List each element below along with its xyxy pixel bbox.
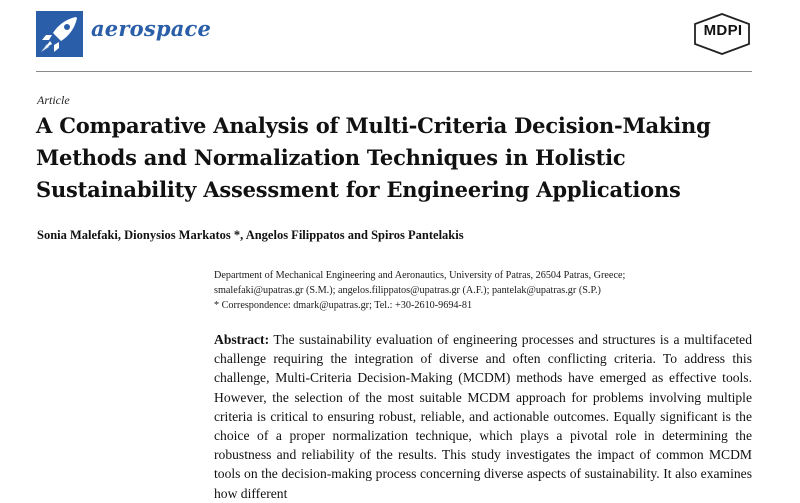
publisher-logo-text[interactable]: MDPI [703,22,743,39]
journal-header [0,0,800,80]
affiliation-line: Department of Mechanical Engineering and Aeronautics, University of Patras, 26504 Patras, Greece; [214,270,626,281]
rocket-icon [36,11,83,57]
affiliations [214,268,774,313]
article-title: A Comparative Analysis of Multi-Criteria Decision-Making Methods and Normalization Techniques in Holistic Sustainability Assessment for Engineering Applications [36,113,711,202]
abstract-label: Abstract: [214,332,270,347]
affiliation-emails: smalefaki@upatras.gr (S.M.); angelos.filippatos@upatras.gr (A.F.); pantelak@upatras.gr (S.P.) [214,285,601,296]
header-divider [36,71,752,72]
journal-name[interactable]: aerospace [91,16,212,41]
journal-logo[interactable] [36,11,83,57]
correspondence-line: * Correspondence: dmark@upatras.gr; Tel.: +30-2610-9694-81 [214,300,473,311]
author-list: Sonia Malefaki, Dionysios Markatos *, Angelos Filippatos and Spiros Pantelakis [37,228,464,242]
abstract-text: The sustainability evaluation of engineering processes and structures is a multifaceted challenge requiring the integration of diverse and often conflicting criteria. To address this challenge, Multi-Criteria Decision-Making (MCDM) methods have emerged as effective tools. However, the selection of the most suitable MCDM approach for problems involving multiple criteria is critical to ensuring robust, reliable, and actionable outcomes. Equally significant is the choice of a proper normalization technique, which plays a pivotal role in determining the robustness and reliability of the results. This study investigates the impact of common MCDM tools on the decision-making process concerning diverse aspects of sustainability. It also examines how different [214,332,752,501]
abstract [214,330,752,503]
article-type: Article [37,93,70,107]
